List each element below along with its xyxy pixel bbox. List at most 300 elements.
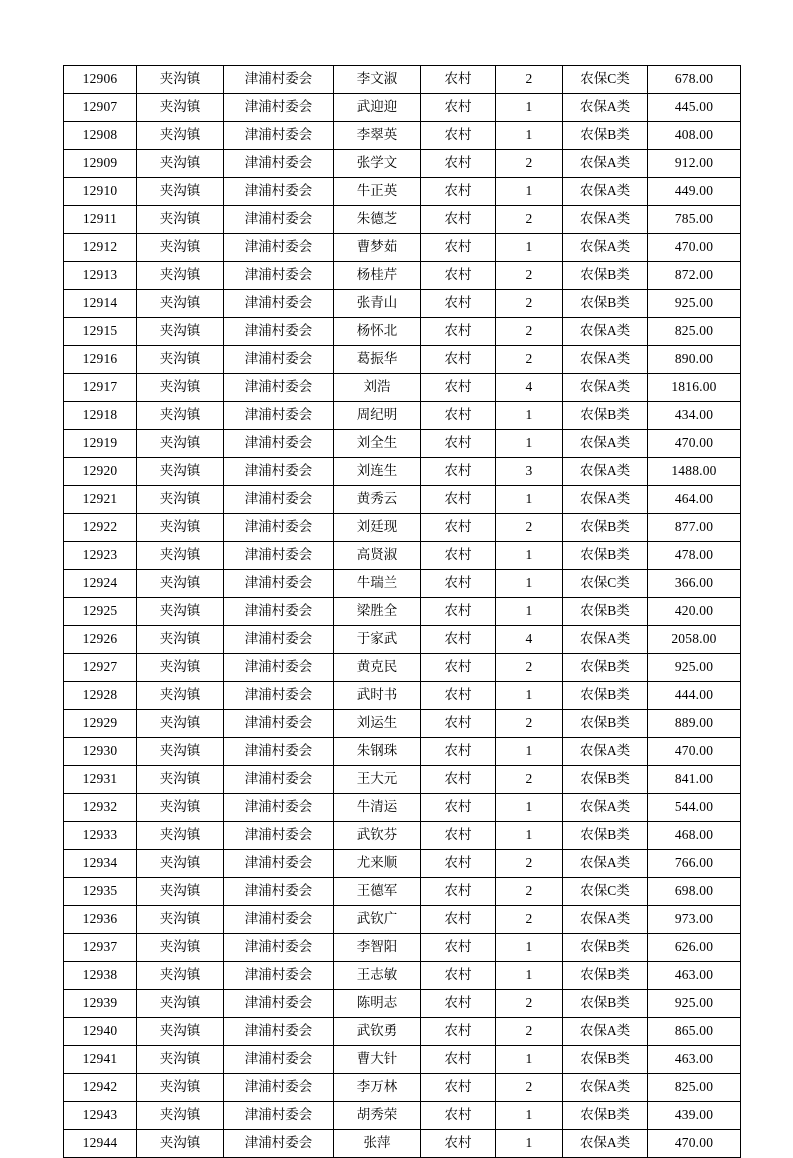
row-count: 1 [496, 570, 563, 598]
row-id: 12944 [64, 1130, 137, 1158]
row-type: 农村 [421, 1018, 496, 1046]
row-count: 2 [496, 346, 563, 374]
row-type: 农村 [421, 962, 496, 990]
row-insurance-category: 农保A类 [563, 206, 648, 234]
row-id: 12927 [64, 654, 137, 682]
row-count: 4 [496, 374, 563, 402]
row-amount: 470.00 [648, 234, 741, 262]
table-row [64, 710, 741, 738]
row-town: 夹沟镇 [137, 318, 224, 346]
row-amount: 912.00 [648, 150, 741, 178]
row-village: 津浦村委会 [224, 1046, 334, 1074]
row-town: 夹沟镇 [137, 346, 224, 374]
row-count: 2 [496, 878, 563, 906]
row-town: 夹沟镇 [137, 542, 224, 570]
row-village: 津浦村委会 [224, 234, 334, 262]
row-id: 12935 [64, 878, 137, 906]
row-id: 12928 [64, 682, 137, 710]
row-town: 夹沟镇 [137, 654, 224, 682]
row-id: 12909 [64, 150, 137, 178]
row-id: 12913 [64, 262, 137, 290]
row-name: 刘连生 [334, 458, 421, 486]
row-town: 夹沟镇 [137, 66, 224, 94]
row-town: 夹沟镇 [137, 290, 224, 318]
row-count: 1 [496, 1130, 563, 1158]
row-id: 12917 [64, 374, 137, 402]
row-type: 农村 [421, 878, 496, 906]
row-village: 津浦村委会 [224, 122, 334, 150]
row-amount: 825.00 [648, 318, 741, 346]
row-count: 1 [496, 234, 563, 262]
row-amount: 678.00 [648, 66, 741, 94]
row-village: 津浦村委会 [224, 374, 334, 402]
row-town: 夹沟镇 [137, 990, 224, 1018]
row-type: 农村 [421, 1130, 496, 1158]
row-amount: 463.00 [648, 1046, 741, 1074]
row-insurance-category: 农保B类 [563, 990, 648, 1018]
row-name: 刘浩 [334, 374, 421, 402]
row-insurance-category: 农保B类 [563, 682, 648, 710]
table-row [64, 1018, 741, 1046]
table-row [64, 178, 741, 206]
row-village: 津浦村委会 [224, 486, 334, 514]
row-count: 1 [496, 962, 563, 990]
row-id: 12911 [64, 206, 137, 234]
row-type: 农村 [421, 766, 496, 794]
row-type: 农村 [421, 822, 496, 850]
row-type: 农村 [421, 738, 496, 766]
row-town: 夹沟镇 [137, 234, 224, 262]
row-name: 曹梦茹 [334, 234, 421, 262]
row-id: 12920 [64, 458, 137, 486]
row-type: 农村 [421, 66, 496, 94]
row-id: 12921 [64, 486, 137, 514]
row-count: 2 [496, 514, 563, 542]
row-insurance-category: 农保B类 [563, 766, 648, 794]
table-row [64, 234, 741, 262]
row-town: 夹沟镇 [137, 514, 224, 542]
row-id: 12906 [64, 66, 137, 94]
row-count: 1 [496, 402, 563, 430]
row-insurance-category: 农保A类 [563, 626, 648, 654]
row-town: 夹沟镇 [137, 1130, 224, 1158]
row-type: 农村 [421, 486, 496, 514]
row-insurance-category: 农保B类 [563, 934, 648, 962]
row-amount: 444.00 [648, 682, 741, 710]
row-count: 1 [496, 682, 563, 710]
row-insurance-category: 农保B类 [563, 598, 648, 626]
row-amount: 825.00 [648, 1074, 741, 1102]
row-type: 农村 [421, 94, 496, 122]
row-id: 12941 [64, 1046, 137, 1074]
row-insurance-category: 农保B类 [563, 710, 648, 738]
table-row [64, 906, 741, 934]
row-insurance-category: 农保A类 [563, 94, 648, 122]
row-count: 2 [496, 766, 563, 794]
row-amount: 841.00 [648, 766, 741, 794]
row-insurance-category: 农保A类 [563, 850, 648, 878]
row-name: 朱钢珠 [334, 738, 421, 766]
row-id: 12910 [64, 178, 137, 206]
row-type: 农村 [421, 150, 496, 178]
row-village: 津浦村委会 [224, 682, 334, 710]
row-town: 夹沟镇 [137, 122, 224, 150]
row-id: 12939 [64, 990, 137, 1018]
row-name: 梁胜全 [334, 598, 421, 626]
row-amount: 626.00 [648, 934, 741, 962]
row-count: 1 [496, 794, 563, 822]
row-insurance-category: 农保B类 [563, 1046, 648, 1074]
row-town: 夹沟镇 [137, 430, 224, 458]
row-id: 12907 [64, 94, 137, 122]
table-row [64, 1102, 741, 1130]
row-amount: 1816.00 [648, 374, 741, 402]
row-type: 农村 [421, 990, 496, 1018]
row-village: 津浦村委会 [224, 710, 334, 738]
row-type: 农村 [421, 290, 496, 318]
table-row [64, 262, 741, 290]
row-name: 王志敏 [334, 962, 421, 990]
table-row [64, 346, 741, 374]
row-name: 王德军 [334, 878, 421, 906]
row-town: 夹沟镇 [137, 878, 224, 906]
row-type: 农村 [421, 570, 496, 598]
row-village: 津浦村委会 [224, 850, 334, 878]
row-type: 农村 [421, 850, 496, 878]
row-insurance-category: 农保C类 [563, 66, 648, 94]
row-insurance-category: 农保A类 [563, 234, 648, 262]
row-id: 12919 [64, 430, 137, 458]
table-row [64, 570, 741, 598]
row-count: 1 [496, 738, 563, 766]
row-insurance-category: 农保C类 [563, 878, 648, 906]
row-town: 夹沟镇 [137, 738, 224, 766]
row-name: 武钦广 [334, 906, 421, 934]
row-name: 王大元 [334, 766, 421, 794]
row-village: 津浦村委会 [224, 990, 334, 1018]
row-town: 夹沟镇 [137, 206, 224, 234]
row-id: 12933 [64, 822, 137, 850]
row-town: 夹沟镇 [137, 626, 224, 654]
row-town: 夹沟镇 [137, 570, 224, 598]
row-count: 2 [496, 290, 563, 318]
row-amount: 973.00 [648, 906, 741, 934]
row-name: 李智阳 [334, 934, 421, 962]
row-village: 津浦村委会 [224, 178, 334, 206]
row-type: 农村 [421, 710, 496, 738]
table-row [64, 94, 741, 122]
row-id: 12908 [64, 122, 137, 150]
row-count: 4 [496, 626, 563, 654]
row-id: 12937 [64, 934, 137, 962]
row-town: 夹沟镇 [137, 906, 224, 934]
row-type: 农村 [421, 234, 496, 262]
row-name: 杨桂芹 [334, 262, 421, 290]
row-amount: 445.00 [648, 94, 741, 122]
row-count: 1 [496, 822, 563, 850]
row-village: 津浦村委会 [224, 1074, 334, 1102]
row-name: 尤来顺 [334, 850, 421, 878]
table-row [64, 318, 741, 346]
row-name: 于家武 [334, 626, 421, 654]
row-id: 12942 [64, 1074, 137, 1102]
row-village: 津浦村委会 [224, 1018, 334, 1046]
table-row [64, 962, 741, 990]
row-type: 农村 [421, 122, 496, 150]
table-row [64, 654, 741, 682]
row-village: 津浦村委会 [224, 402, 334, 430]
row-amount: 872.00 [648, 262, 741, 290]
row-town: 夹沟镇 [137, 94, 224, 122]
row-village: 津浦村委会 [224, 822, 334, 850]
row-count: 2 [496, 262, 563, 290]
row-count: 2 [496, 206, 563, 234]
row-count: 2 [496, 906, 563, 934]
row-village: 津浦村委会 [224, 738, 334, 766]
row-amount: 478.00 [648, 542, 741, 570]
row-insurance-category: 农保A类 [563, 1130, 648, 1158]
row-name: 牛正英 [334, 178, 421, 206]
row-amount: 925.00 [648, 654, 741, 682]
row-type: 农村 [421, 262, 496, 290]
row-insurance-category: 农保B类 [563, 262, 648, 290]
row-type: 农村 [421, 626, 496, 654]
row-name: 张青山 [334, 290, 421, 318]
row-name: 张萍 [334, 1130, 421, 1158]
row-count: 1 [496, 1102, 563, 1130]
row-insurance-category: 农保A类 [563, 738, 648, 766]
row-village: 津浦村委会 [224, 514, 334, 542]
table-row [64, 150, 741, 178]
row-type: 农村 [421, 794, 496, 822]
row-town: 夹沟镇 [137, 598, 224, 626]
table-row [64, 402, 741, 430]
row-count: 1 [496, 542, 563, 570]
row-type: 农村 [421, 1102, 496, 1130]
row-amount: 408.00 [648, 122, 741, 150]
row-village: 津浦村委会 [224, 94, 334, 122]
row-town: 夹沟镇 [137, 374, 224, 402]
table-row [64, 458, 741, 486]
row-amount: 544.00 [648, 794, 741, 822]
row-amount: 366.00 [648, 570, 741, 598]
row-name: 陈明志 [334, 990, 421, 1018]
row-village: 津浦村委会 [224, 542, 334, 570]
row-type: 农村 [421, 1074, 496, 1102]
table-row [64, 374, 741, 402]
row-village: 津浦村委会 [224, 1130, 334, 1158]
row-type: 农村 [421, 430, 496, 458]
row-count: 3 [496, 458, 563, 486]
table-row [64, 822, 741, 850]
row-insurance-category: 农保A类 [563, 458, 648, 486]
row-type: 农村 [421, 206, 496, 234]
row-id: 12923 [64, 542, 137, 570]
table-row [64, 486, 741, 514]
row-town: 夹沟镇 [137, 1046, 224, 1074]
row-id: 12931 [64, 766, 137, 794]
row-count: 2 [496, 654, 563, 682]
row-amount: 925.00 [648, 990, 741, 1018]
row-name: 黄秀云 [334, 486, 421, 514]
row-insurance-category: 农保B类 [563, 514, 648, 542]
table-row [64, 682, 741, 710]
row-town: 夹沟镇 [137, 1018, 224, 1046]
row-town: 夹沟镇 [137, 402, 224, 430]
row-type: 农村 [421, 458, 496, 486]
row-name: 刘运生 [334, 710, 421, 738]
row-count: 2 [496, 1074, 563, 1102]
row-insurance-category: 农保A类 [563, 374, 648, 402]
row-type: 农村 [421, 906, 496, 934]
table-row [64, 766, 741, 794]
row-name: 葛振华 [334, 346, 421, 374]
row-amount: 2058.00 [648, 626, 741, 654]
row-name: 张学文 [334, 150, 421, 178]
row-insurance-category: 农保B类 [563, 122, 648, 150]
row-id: 12925 [64, 598, 137, 626]
row-id: 12930 [64, 738, 137, 766]
row-name: 李文淑 [334, 66, 421, 94]
row-count: 1 [496, 430, 563, 458]
row-name: 高贤淑 [334, 542, 421, 570]
row-name: 刘廷现 [334, 514, 421, 542]
table-row [64, 122, 741, 150]
row-amount: 877.00 [648, 514, 741, 542]
row-amount: 889.00 [648, 710, 741, 738]
row-amount: 439.00 [648, 1102, 741, 1130]
row-village: 津浦村委会 [224, 346, 334, 374]
row-insurance-category: 农保B类 [563, 402, 648, 430]
row-amount: 865.00 [648, 1018, 741, 1046]
table-row [64, 542, 741, 570]
row-amount: 766.00 [648, 850, 741, 878]
row-village: 津浦村委会 [224, 66, 334, 94]
row-count: 1 [496, 598, 563, 626]
table-body [64, 66, 741, 1158]
row-village: 津浦村委会 [224, 906, 334, 934]
row-id: 12922 [64, 514, 137, 542]
row-town: 夹沟镇 [137, 766, 224, 794]
row-name: 牛瑞兰 [334, 570, 421, 598]
row-insurance-category: 农保B类 [563, 822, 648, 850]
row-type: 农村 [421, 542, 496, 570]
row-village: 津浦村委会 [224, 626, 334, 654]
row-count: 1 [496, 934, 563, 962]
row-count: 1 [496, 1046, 563, 1074]
row-name: 李万林 [334, 1074, 421, 1102]
subsidy-table [63, 65, 741, 1158]
row-amount: 434.00 [648, 402, 741, 430]
row-type: 农村 [421, 178, 496, 206]
row-name: 牛清运 [334, 794, 421, 822]
row-amount: 698.00 [648, 878, 741, 906]
row-town: 夹沟镇 [137, 934, 224, 962]
row-amount: 925.00 [648, 290, 741, 318]
row-id: 12924 [64, 570, 137, 598]
table-row [64, 430, 741, 458]
row-amount: 449.00 [648, 178, 741, 206]
table-row [64, 794, 741, 822]
row-id: 12916 [64, 346, 137, 374]
row-insurance-category: 农保A类 [563, 346, 648, 374]
row-type: 农村 [421, 318, 496, 346]
row-id: 12918 [64, 402, 137, 430]
row-amount: 470.00 [648, 1130, 741, 1158]
row-name: 李翠英 [334, 122, 421, 150]
row-insurance-category: 农保B类 [563, 654, 648, 682]
row-amount: 464.00 [648, 486, 741, 514]
row-village: 津浦村委会 [224, 654, 334, 682]
row-village: 津浦村委会 [224, 570, 334, 598]
row-amount: 463.00 [648, 962, 741, 990]
table-row [64, 934, 741, 962]
row-town: 夹沟镇 [137, 178, 224, 206]
row-village: 津浦村委会 [224, 206, 334, 234]
row-id: 12934 [64, 850, 137, 878]
row-name: 胡秀荣 [334, 1102, 421, 1130]
row-id: 12912 [64, 234, 137, 262]
row-id: 12940 [64, 1018, 137, 1046]
row-count: 2 [496, 850, 563, 878]
table-row [64, 1074, 741, 1102]
row-village: 津浦村委会 [224, 262, 334, 290]
row-name: 武迎迎 [334, 94, 421, 122]
table-row [64, 206, 741, 234]
table-row [64, 598, 741, 626]
row-type: 农村 [421, 402, 496, 430]
row-name: 周纪明 [334, 402, 421, 430]
row-type: 农村 [421, 374, 496, 402]
row-name: 刘全生 [334, 430, 421, 458]
row-type: 农村 [421, 682, 496, 710]
row-insurance-category: 农保C类 [563, 570, 648, 598]
row-insurance-category: 农保A类 [563, 1018, 648, 1046]
row-village: 津浦村委会 [224, 290, 334, 318]
row-town: 夹沟镇 [137, 1074, 224, 1102]
row-count: 1 [496, 94, 563, 122]
row-id: 12943 [64, 1102, 137, 1130]
table-row [64, 738, 741, 766]
row-town: 夹沟镇 [137, 1102, 224, 1130]
row-village: 津浦村委会 [224, 318, 334, 346]
row-village: 津浦村委会 [224, 794, 334, 822]
row-amount: 470.00 [648, 738, 741, 766]
row-insurance-category: 农保B类 [563, 542, 648, 570]
table-row [64, 1046, 741, 1074]
table-row [64, 66, 741, 94]
table-row [64, 514, 741, 542]
row-village: 津浦村委会 [224, 766, 334, 794]
row-village: 津浦村委会 [224, 934, 334, 962]
row-insurance-category: 农保B类 [563, 290, 648, 318]
row-town: 夹沟镇 [137, 962, 224, 990]
row-town: 夹沟镇 [137, 794, 224, 822]
row-village: 津浦村委会 [224, 1102, 334, 1130]
row-name: 杨怀北 [334, 318, 421, 346]
row-town: 夹沟镇 [137, 850, 224, 878]
row-count: 1 [496, 122, 563, 150]
row-town: 夹沟镇 [137, 682, 224, 710]
row-name: 黄克民 [334, 654, 421, 682]
row-amount: 1488.00 [648, 458, 741, 486]
table-row [64, 878, 741, 906]
row-insurance-category: 农保A类 [563, 794, 648, 822]
row-id: 12929 [64, 710, 137, 738]
row-count: 2 [496, 710, 563, 738]
row-amount: 785.00 [648, 206, 741, 234]
row-insurance-category: 农保B类 [563, 962, 648, 990]
